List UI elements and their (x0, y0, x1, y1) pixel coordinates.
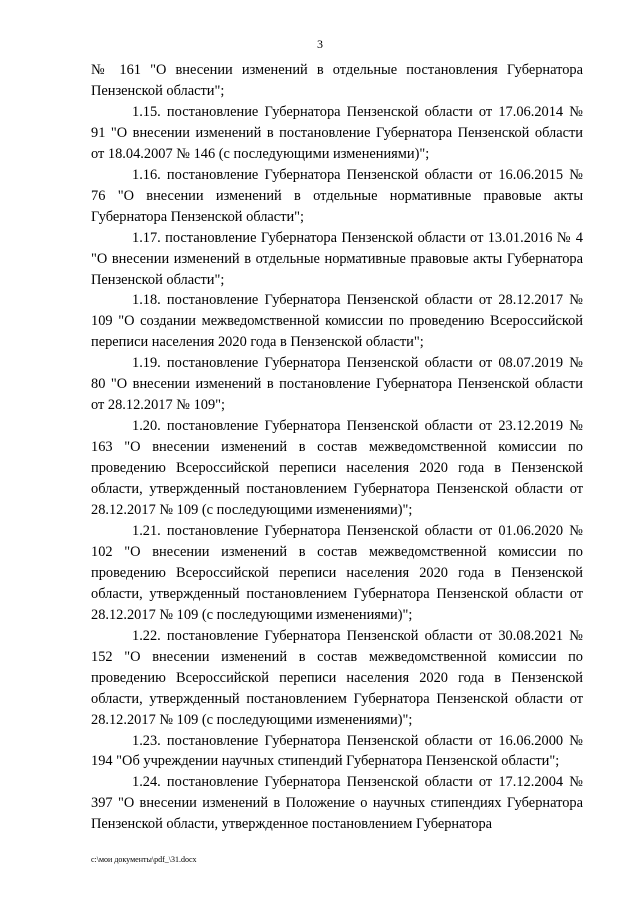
document-body (91, 60, 583, 835)
paragraph-item-1-21: 1.21. постановление Губернатора Пензенской области от 01.06.2020 № 102 "О внесении изменений в состав межведомственной комиссии по проведению Всероссийской переписи населения 2020 года в Пензенской области, утвержденный постановлением Губернатора Пензенской области от 28.12.2017 № 109 (с последующими изменениями)"; (91, 522, 583, 623)
paragraph-item-1-23: 1.23. постановление Губернатора Пензенской области от 16.06.2000 № 194 "Об учреждении научных стипендий Губернатора Пензенской области"; (91, 732, 583, 770)
paragraph-item-1-22: 1.22. постановление Губернатора Пензенской области от 30.08.2021 № 152 "О внесении изменений в состав межведомственной комиссии по проведению Всероссийской переписи населения 2020 года в Пензенской области, утвержденный постановлением Губернатора Пензенской области от 28.12.2017 № 109 (с последующими изменениями)"; (91, 627, 583, 728)
paragraph-item-1-20: 1.20. постановление Губернатора Пензенской области от 23.12.2019 № 163 "О внесении изменений в состав межведомственной комиссии по проведению Всероссийской переписи населения 2020 года в Пензенской области, утвержденный постановлением Губернатора Пензенской области от 28.12.2017 № 109 (с последующими изменениями)"; (91, 418, 583, 519)
paragraph-item-1-24: 1.24. постановление Губернатора Пензенской области от 17.12.2004 № 397 "О внесении изменений в Положение о научных стипендиях Губернатора Пензенской области, утвержденное постановлением Губернатора (91, 774, 583, 833)
paragraph-item-1-16: 1.16. постановление Губернатора Пензенской области от 16.06.2015 № 76 "О внесении изменений в отдельные нормативные правовые акты Губернатора Пензенской области"; (91, 166, 583, 225)
paragraph-item-1-17: 1.17. постановление Губернатора Пензенской области от 13.01.2016 № 4 "О внесении изменений в отдельные нормативные правовые акты Губернатора Пензенской области"; (91, 229, 583, 288)
paragraph-continuation: № 161 "О внесении изменений в отдельные постановления Губернатора Пензенской области"; (91, 62, 583, 99)
paragraph-item-1-18: 1.18. постановление Губернатора Пензенской области от 28.12.2017 № 109 "О создании межведомственной комиссии по проведению Всероссийской переписи населения 2020 года в Пензенской области"; (91, 292, 583, 351)
page-number: 3 (317, 37, 323, 51)
paragraph-item-1-15: 1.15. постановление Губернатора Пензенской области от 17.06.2014 № 91 "О внесении изменений в постановление Губернатора Пензенской области от 18.04.2007 № 146 (с последующими изменениями)"; (91, 103, 583, 162)
footer-file-path: c:\мои документы\pdf_\31.docx (91, 855, 197, 864)
paragraph-item-1-19: 1.19. постановление Губернатора Пензенской области от 08.07.2019 № 80 "О внесении изменений в постановление Губернатора Пензенской области от 28.12.2017 № 109"; (91, 355, 583, 414)
